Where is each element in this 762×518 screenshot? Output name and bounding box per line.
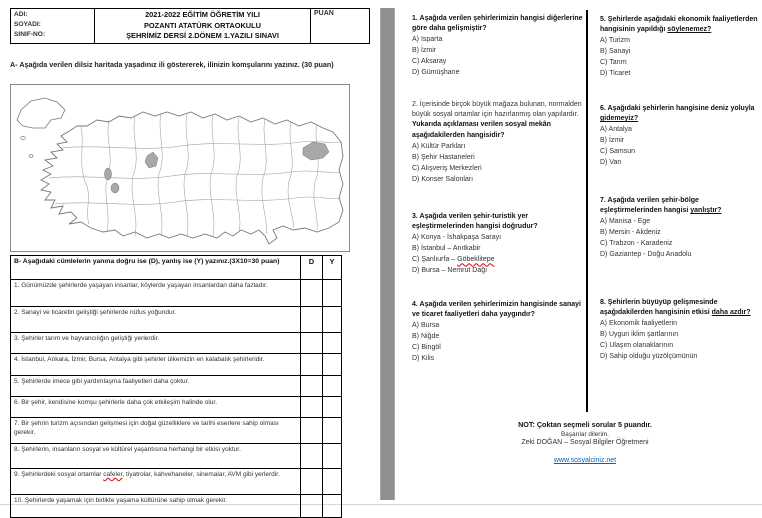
answer-cell-d	[300, 495, 322, 517]
question-4-stem: 4. Aşağıda verilen şehirlerimizin hangisinde sanayi ve ticaret faaliyetleri daha yaygındır?	[412, 301, 581, 319]
question-7-stem: 7. Aşağıda verilen şehir-bölge eşleştirmelerinden hangisi yanlıştır?	[600, 197, 722, 215]
statement-7: 7. Bir şehrin turizm açısından gelişmesi için doğal güzelliklere ve tarihi eserlere sahip olması gerekir.	[14, 420, 279, 436]
question-3	[412, 212, 584, 276]
question-column-2	[600, 8, 758, 408]
option-c: C) Alışveriş Merkezleri	[412, 164, 482, 172]
exam-title-cell	[95, 9, 311, 43]
statement-9: 9. Şehirlerdeki sosyal ortamlar cafeler, tiyatrolar, kahvehaneler, sinemalar, AVM gibi yerlerdir.	[14, 471, 280, 478]
answer-cell-y	[322, 469, 341, 494]
question-5-stem: 5. Şehirlerde aşağıdaki ekonomik faaliyetlerden hangisinin yapıldığı söylenemez?	[600, 16, 758, 34]
table-row	[11, 495, 341, 518]
title-exam: ŞEHRİMİZ DERSİ 2.DÖNEM 1.YAZILI SINAVI	[126, 31, 279, 40]
question-1	[412, 14, 584, 78]
footer-note-block	[408, 420, 762, 467]
answer-cell-d	[300, 333, 322, 353]
question-3-stem: 3. Aşağıda verilen şehir-turistik yer eşleştirmelerinden hangisi doğrudur?	[412, 213, 538, 231]
option-b: B) Şehir Hastaneleri	[412, 153, 475, 161]
option-b: B) Mersin - Akdeniz	[600, 229, 661, 237]
header-table	[10, 8, 370, 44]
option-b: B) İzmir	[600, 137, 625, 145]
option-d: D) Van	[600, 159, 622, 167]
option-a: A) Isparta	[412, 36, 443, 44]
answer-cell-y	[322, 354, 341, 375]
table-row	[11, 397, 341, 418]
question-7	[600, 196, 758, 260]
option-a: A) Turizm	[600, 37, 630, 45]
answer-cell-y	[322, 444, 341, 468]
option-c: C) Samsun	[600, 148, 636, 156]
question-1-stem: 1. Aşağıda verilen şehirlerimizin hangisi diğerlerine göre daha gelişmiştir?	[412, 15, 583, 33]
question-5	[600, 15, 758, 79]
answer-cell-y	[322, 376, 341, 396]
section-a-heading: A- Aşağıda verilen dilsiz haritada yaşadınız ili göstererek, ilinizin komşularını yazınız. (30 puan)	[10, 60, 334, 69]
column-header-d: D	[300, 256, 322, 279]
question-2-stem: Yukarıda açıklaması verilen sosyal mekân aşağıdakilerden hangisidir?	[412, 121, 551, 139]
statement-3: 3. Şehirler tarım ve hayvancılığın geliştiği yerlerdir.	[14, 335, 160, 342]
option-c: C) Tarım	[600, 59, 627, 67]
answer-cell-d	[300, 280, 322, 306]
option-d: D) Konser Salonları	[412, 175, 474, 183]
question-6-stem: 6. Aşağıdaki şehirlerin hangisine deniz yoluyla gidemeyiz?	[600, 105, 755, 123]
option-d: D) Bursa – Nemrut Dağı	[412, 267, 488, 275]
section-b-table	[10, 255, 342, 518]
website-link[interactable]: www.sosyalciniz.net	[553, 457, 617, 464]
teacher-name: Zeki DOĞAN – Sosyal Bilgiler Öğretmeni	[521, 439, 649, 446]
question-8	[600, 298, 758, 362]
column-divider-line	[586, 10, 588, 412]
class-number-label: SINIF-NO:	[14, 31, 46, 38]
table-row	[11, 354, 341, 376]
option-c: C) Şanlıurfa – Göbeklitepe	[412, 256, 495, 264]
score-cell	[311, 9, 369, 43]
statement-5: 5. Şehirlerde imece gibi yardımlaşma faaliyetleri daha çoktur.	[14, 378, 190, 385]
section-b-heading: B- Aşağıdaki cümlelerin yanına doğru ise (D), yanlış ise (Y) yazınız.(3X10=30 puan)	[14, 258, 280, 265]
name-label: ADI:	[14, 11, 28, 18]
answer-cell-y	[322, 397, 341, 417]
table-row	[11, 444, 341, 469]
table-row	[11, 469, 341, 495]
option-b: B) İstanbul – Anıtkabir	[412, 245, 481, 253]
statement-4: 4. İstanbul, Ankara, İzmir, Bursa, Antalya gibi şehirler ülkemizin en kalabalık şehirleridir.	[14, 356, 265, 363]
question-2: 2. İçerisinde birçok büyük mağaza bulunan, normalden büyük sosyal ortamlar için hazırlanmış olan yapılardır. Yukarıda açıklaması verilen sosyal mekân aşağıdakilerden hangisidir? A) Kültür Parkları B) Şehir Hastaneleri C) Alışveriş Merkezleri D) Konser Salonları	[412, 100, 584, 185]
table-row	[11, 280, 341, 307]
answer-cell-y	[322, 495, 341, 517]
score-label: PUAN	[314, 10, 334, 17]
answer-cell-d	[300, 354, 322, 375]
title-year: 2021-2022 EĞİTİM ÖĞRETİM YILI	[145, 10, 260, 19]
table-row	[11, 418, 341, 444]
option-b: B) Sanayi	[600, 48, 631, 56]
option-d: D) Ticaret	[600, 70, 631, 78]
divider-bar	[380, 8, 395, 500]
scoring-note: NOT: Çoktan seçmeli sorular 5 puandır.	[518, 420, 652, 429]
question-6	[600, 104, 758, 168]
answer-cell-d	[300, 307, 322, 332]
answer-cell-d	[300, 469, 322, 494]
option-a: A) Kültür Parkları	[412, 142, 466, 150]
option-d: D) Gaziantep - Doğu Anadolu	[600, 251, 692, 259]
answer-cell-y	[322, 333, 341, 353]
statement-10: 10. Şehirlerde yaşamak için birlikte yaşama kültürüne sahip olmak gerekir.	[14, 497, 228, 504]
statement-6: 6. Bir şehir, kendisine komşu şehirlerle daha çok etkileşim halinde olur.	[14, 399, 218, 406]
answer-cell-d	[300, 418, 322, 443]
option-a: A) Ekonomik faaliyetlerin	[600, 320, 678, 328]
option-b: B) Niğde	[412, 333, 440, 341]
turkey-blank-map-image	[10, 84, 350, 252]
table-row	[11, 376, 341, 397]
option-c: C) Bingöl	[412, 344, 441, 352]
option-a: A) Bursa	[412, 322, 440, 330]
answer-cell-y	[322, 307, 341, 332]
answer-cell-d	[300, 397, 322, 417]
option-d: D) Kilis	[412, 355, 435, 363]
good-luck-text: Başarılar dilerim.	[561, 431, 609, 438]
option-d: D) Sahip olduğu yüzölçümünün	[600, 353, 698, 361]
statement-1: 1. Günümüzde şehirlerde yaşayan insanlar, köylerde yaşayan insanlardan daha fazladır.	[14, 282, 268, 289]
answer-cell-d	[300, 444, 322, 468]
answer-cell-d	[300, 376, 322, 396]
answer-cell-y	[322, 418, 341, 443]
section-b-header-row	[11, 256, 341, 280]
option-a: A) Manisa - Ege	[600, 218, 651, 226]
turkey-map-svg	[11, 85, 347, 249]
question-4	[412, 300, 584, 364]
student-info-cell	[11, 9, 95, 43]
option-c: C) Aksaray	[412, 58, 447, 66]
option-c: C) Ulaşım olanaklarının	[600, 342, 674, 350]
title-school: POZANTI ATATÜRK ORTAOKULU	[144, 20, 261, 30]
table-row	[11, 333, 341, 354]
option-a: A) Antalya	[600, 126, 632, 134]
option-a: A) Konya - İshakpaşa Sarayı	[412, 234, 502, 242]
option-c: C) Trabzon - Karadeniz	[600, 240, 673, 248]
statement-8: 8. Şehirlerin, insanların sosyal ve kültürel yaşantısına herhangi bir etkisi yoktur.	[14, 446, 241, 453]
question-column-1	[412, 8, 584, 408]
answer-cell-y	[322, 280, 341, 306]
option-b: B) İzmir	[412, 47, 437, 55]
column-header-y: Y	[322, 256, 341, 279]
table-row	[11, 307, 341, 333]
option-d: D) Gümüşhane	[412, 69, 460, 77]
surname-label: SOYADI:	[14, 21, 41, 28]
statement-2: 2. Sanayi ve ticaretin geliştiği şehirlerde nüfus yoğundur.	[14, 309, 177, 316]
question-8-stem: 8. Şehirlerin büyüyüp gelişmesinde aşağıdakilerden hangisinin etkisi daha azdır?	[600, 299, 751, 317]
option-b: B) Uygun iklim şartlarının	[600, 331, 679, 339]
